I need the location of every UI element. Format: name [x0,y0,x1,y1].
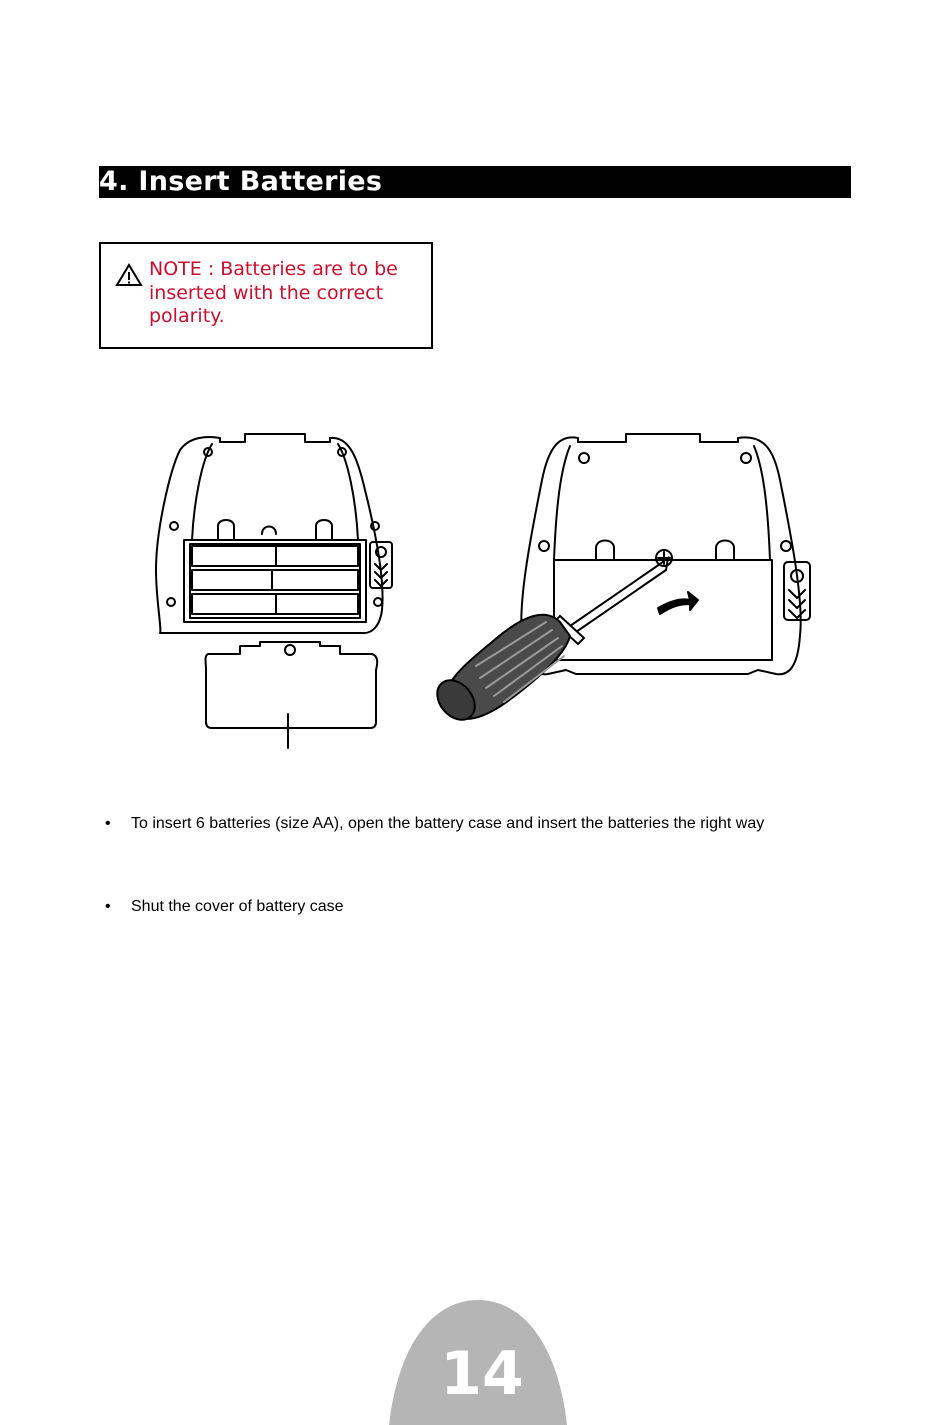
page-number: 14 [440,1339,524,1409]
page-number-tab [385,1298,570,1425]
note-text: NOTE : Batteries are to be inserted with the correct polarity. [149,258,398,327]
note-box [99,242,433,349]
bullet-dot: • [105,815,111,832]
instruction-text: To insert 6 batteries (size AA), open the battery case and insert the batteries the right way [131,815,765,832]
instruction-text: Shut the cover of battery case [131,898,344,915]
battery-compartment-open-illustration [150,430,400,750]
warning-triangle-icon [115,263,143,287]
bullet-dot: • [105,898,111,915]
section-title: 4. Insert Batteries [99,166,383,197]
screwdriver-closing-cover-illustration [428,430,818,730]
section-header [99,166,851,198]
